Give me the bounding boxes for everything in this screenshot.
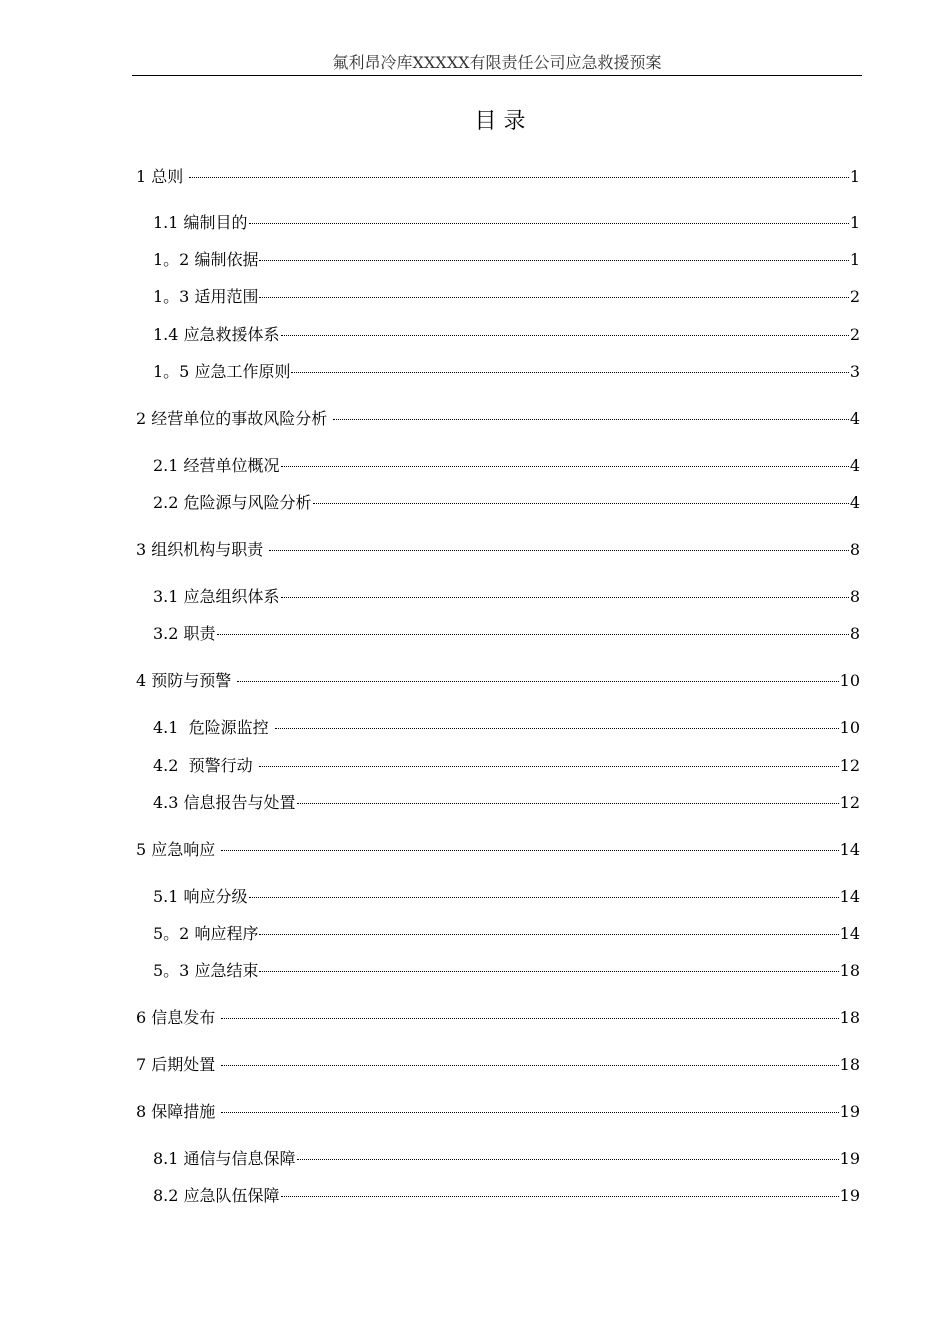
toc-entry-6[interactable] xyxy=(136,1007,860,1029)
toc-leader xyxy=(281,1196,839,1197)
toc-entry-page: 2 xyxy=(849,287,860,306)
toc-entry-2[interactable] xyxy=(136,408,860,430)
toc-entry-page: 10 xyxy=(839,718,860,737)
toc-entry-label: 4.1 危险源监控 xyxy=(153,718,274,737)
toc-entry-5-2[interactable] xyxy=(153,923,860,945)
toc-entry-label: 8 保障措施 xyxy=(136,1102,221,1121)
toc-entry-label: 3.1 应急组织体系 xyxy=(153,587,280,606)
toc-entry-7[interactable] xyxy=(136,1054,860,1076)
toc-entry-5[interactable] xyxy=(136,839,860,861)
toc-entry-page: 1 xyxy=(849,250,860,269)
toc-leader xyxy=(259,766,839,767)
toc-leader xyxy=(189,177,848,178)
toc-leader xyxy=(281,466,849,467)
toc-entry-page: 4 xyxy=(849,456,860,475)
toc-entry-4[interactable] xyxy=(136,670,860,692)
toc-entry-1[interactable] xyxy=(136,166,860,188)
toc-entry-page: 18 xyxy=(839,1008,860,1027)
toc-entry-label: 1.4 应急救援体系 xyxy=(153,325,280,344)
toc-entry-label: 6 信息发布 xyxy=(136,1008,221,1027)
toc-entry-page: 4 xyxy=(849,493,860,512)
toc-entry-8[interactable] xyxy=(136,1101,860,1123)
toc-leader xyxy=(313,503,849,504)
toc-leader xyxy=(221,1018,838,1019)
toc-entry-page: 8 xyxy=(849,587,860,606)
toc-entry-8-1[interactable] xyxy=(153,1148,860,1170)
toc-entry-4-2[interactable] xyxy=(153,755,860,777)
toc-entry-1-5[interactable] xyxy=(153,361,860,383)
toc-entry-label: 5 应急响应 xyxy=(136,840,221,859)
toc-entry-3-1[interactable] xyxy=(153,586,860,608)
toc-entry-label: 2.2 危险源与风险分析 xyxy=(153,493,312,512)
toc-entry-page: 3 xyxy=(849,362,860,381)
toc-entry-2-2[interactable] xyxy=(153,492,860,514)
toc-entry-page: 19 xyxy=(839,1102,860,1121)
toc-entry-4-3[interactable] xyxy=(153,792,860,814)
toc-entry-1-1[interactable] xyxy=(153,212,860,234)
toc-entry-label: 3 组织机构与职责 xyxy=(136,540,269,559)
toc-entry-1-4[interactable] xyxy=(153,324,860,346)
toc-title: 目 录 xyxy=(474,109,526,134)
toc-leader xyxy=(259,297,848,298)
toc-leader xyxy=(297,1159,839,1160)
toc-leader xyxy=(217,634,849,635)
toc-leader xyxy=(275,728,839,729)
toc-leader xyxy=(291,372,848,373)
toc-entry-5-3[interactable] xyxy=(153,960,860,982)
toc-entry-page: 10 xyxy=(839,671,860,690)
toc-entry-page: 14 xyxy=(839,924,860,943)
toc-entry-label: 1。3 适用范围 xyxy=(153,287,259,306)
toc-leader xyxy=(237,681,838,682)
toc-entry-page: 18 xyxy=(839,1055,860,1074)
toc-entry-label: 2.1 经营单位概况 xyxy=(153,456,280,475)
toc-entry-label: 1。5 应急工作原则 xyxy=(153,362,291,381)
toc-entry-3[interactable] xyxy=(136,539,860,561)
toc-entry-page: 14 xyxy=(839,887,860,906)
toc-entry-8-2[interactable] xyxy=(153,1185,860,1207)
toc-entry-label: 8.1 通信与信息保障 xyxy=(153,1149,296,1168)
toc-leader xyxy=(221,1065,838,1066)
toc-entry-label: 1 总则 xyxy=(136,167,189,186)
toc-entry-3-2[interactable] xyxy=(153,623,860,645)
toc-entry-4-1[interactable] xyxy=(153,717,860,739)
toc-entry-page: 8 xyxy=(849,540,860,559)
toc-entry-label: 4.2 预警行动 xyxy=(153,756,258,775)
toc-entry-label: 5。2 响应程序 xyxy=(153,924,259,943)
toc-entry-label: 2 经营单位的事故风险分析 xyxy=(136,409,333,428)
toc-entry-page: 18 xyxy=(839,961,860,980)
toc-entry-page: 8 xyxy=(849,624,860,643)
toc-entry-2-1[interactable] xyxy=(153,455,860,477)
toc-entry-page: 14 xyxy=(839,840,860,859)
toc-entry-page: 4 xyxy=(849,409,860,428)
toc-entry-page: 12 xyxy=(839,793,860,812)
toc-entry-label: 4.3 信息报告与处置 xyxy=(153,793,296,812)
toc-entry-5-1[interactable] xyxy=(153,886,860,908)
toc-entry-label: 7 后期处置 xyxy=(136,1055,221,1074)
toc-entry-page: 19 xyxy=(839,1149,860,1168)
page-header: 氟利昂冷库XXXXX有限责任公司应急救援预案 xyxy=(332,53,662,72)
toc-leader xyxy=(259,260,848,261)
toc-leader xyxy=(259,971,838,972)
toc-entry-label: 3.2 职责 xyxy=(153,624,216,643)
toc-entry-label: 8.2 应急队伍保障 xyxy=(153,1186,280,1205)
toc-leader xyxy=(249,223,849,224)
toc-entry-page: 1 xyxy=(849,167,860,186)
toc-entry-label: 5。3 应急结束 xyxy=(153,961,259,980)
toc-entry-label: 4 预防与预警 xyxy=(136,671,237,690)
toc-entry-page: 12 xyxy=(839,756,860,775)
toc-leader xyxy=(249,897,839,898)
toc-entry-label: 1.1 编制目的 xyxy=(153,213,248,232)
toc-entry-1-3[interactable] xyxy=(153,286,860,308)
toc-entry-page: 19 xyxy=(839,1186,860,1205)
toc-entry-label: 1。2 编制依据 xyxy=(153,250,259,269)
toc-leader xyxy=(297,803,839,804)
toc-entry-page: 2 xyxy=(849,325,860,344)
toc-leader xyxy=(221,850,838,851)
toc-leader xyxy=(333,419,848,420)
toc-leader xyxy=(281,597,849,598)
toc-entry-1-2[interactable] xyxy=(153,249,860,271)
toc-entry-page: 1 xyxy=(849,213,860,232)
toc-leader xyxy=(221,1112,838,1113)
toc-leader xyxy=(269,550,848,551)
toc-leader xyxy=(281,335,849,336)
toc-entry-label: 5.1 响应分级 xyxy=(153,887,248,906)
toc-leader xyxy=(259,934,838,935)
